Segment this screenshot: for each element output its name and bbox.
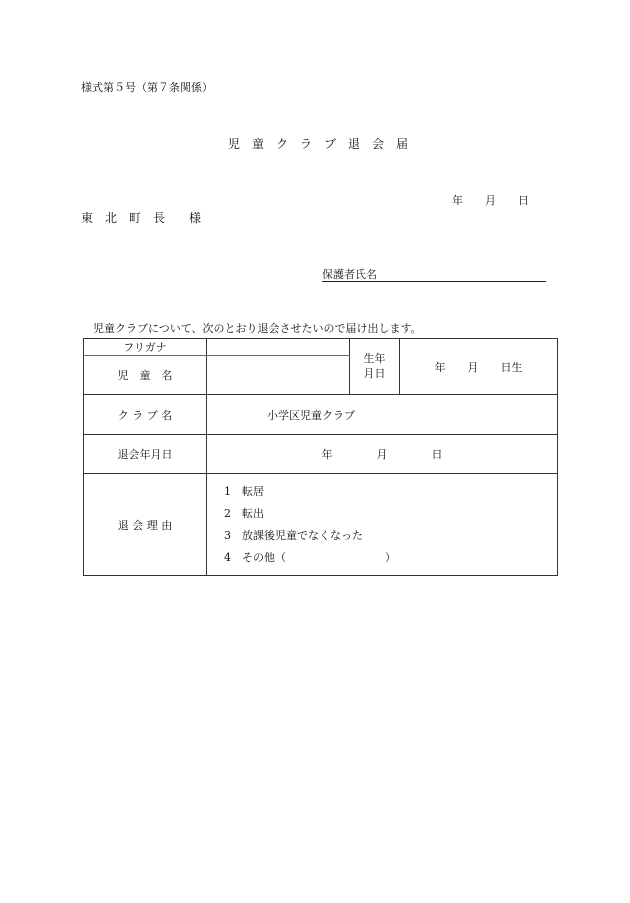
guardian-name-label: 保護者氏名 bbox=[322, 268, 377, 281]
club-name-label: ク ラ ブ 名 bbox=[84, 395, 207, 435]
addressee: 東 北 町 長 様 bbox=[81, 211, 202, 225]
submission-date-line: 年 月 日 bbox=[452, 194, 529, 207]
withdrawal-date-field[interactable]: 年 月 日 bbox=[207, 435, 558, 474]
guardian-name-underline bbox=[322, 281, 546, 282]
birth-label-line1: 生年 bbox=[363, 351, 386, 365]
furigana-field[interactable] bbox=[207, 339, 350, 356]
child-name-label: 児 童 名 bbox=[84, 356, 207, 395]
withdrawal-reason-row bbox=[84, 474, 558, 576]
reason-option-transfer[interactable]: 2 転出 bbox=[224, 506, 264, 520]
reason-option-moving[interactable]: 1 転居 bbox=[224, 484, 264, 498]
intro-text: 児童クラブについて、次のとおり退会させたいので届け出します。 bbox=[93, 322, 422, 335]
club-name-value[interactable]: 小学区児童クラブ bbox=[207, 395, 558, 435]
withdrawal-reason-list bbox=[207, 474, 558, 576]
birth-date-field[interactable]: 年 月 日生 bbox=[400, 339, 558, 395]
document-title: 児 童 ク ラ ブ 退 会 届 bbox=[227, 137, 408, 151]
reason-option-other[interactable]: 4 その他（ ） bbox=[224, 550, 396, 564]
birth-label-line2: 月日 bbox=[363, 366, 386, 380]
club-name-row bbox=[84, 395, 558, 435]
form-number: 様式第５号（第７条関係） bbox=[81, 81, 213, 94]
withdrawal-date-label: 退会年月日 bbox=[84, 435, 207, 474]
reason-option-no-longer-eligible[interactable]: 3 放課後児童でなくなった bbox=[224, 528, 363, 542]
withdrawal-reason-label: 退 会 理 由 bbox=[84, 474, 207, 576]
withdrawal-form-table bbox=[83, 338, 558, 576]
birth-date-label bbox=[350, 339, 400, 395]
child-name-field[interactable] bbox=[207, 356, 350, 395]
withdrawal-date-row bbox=[84, 435, 558, 474]
furigana-row bbox=[84, 339, 558, 356]
furigana-label: フリガナ bbox=[84, 339, 207, 356]
